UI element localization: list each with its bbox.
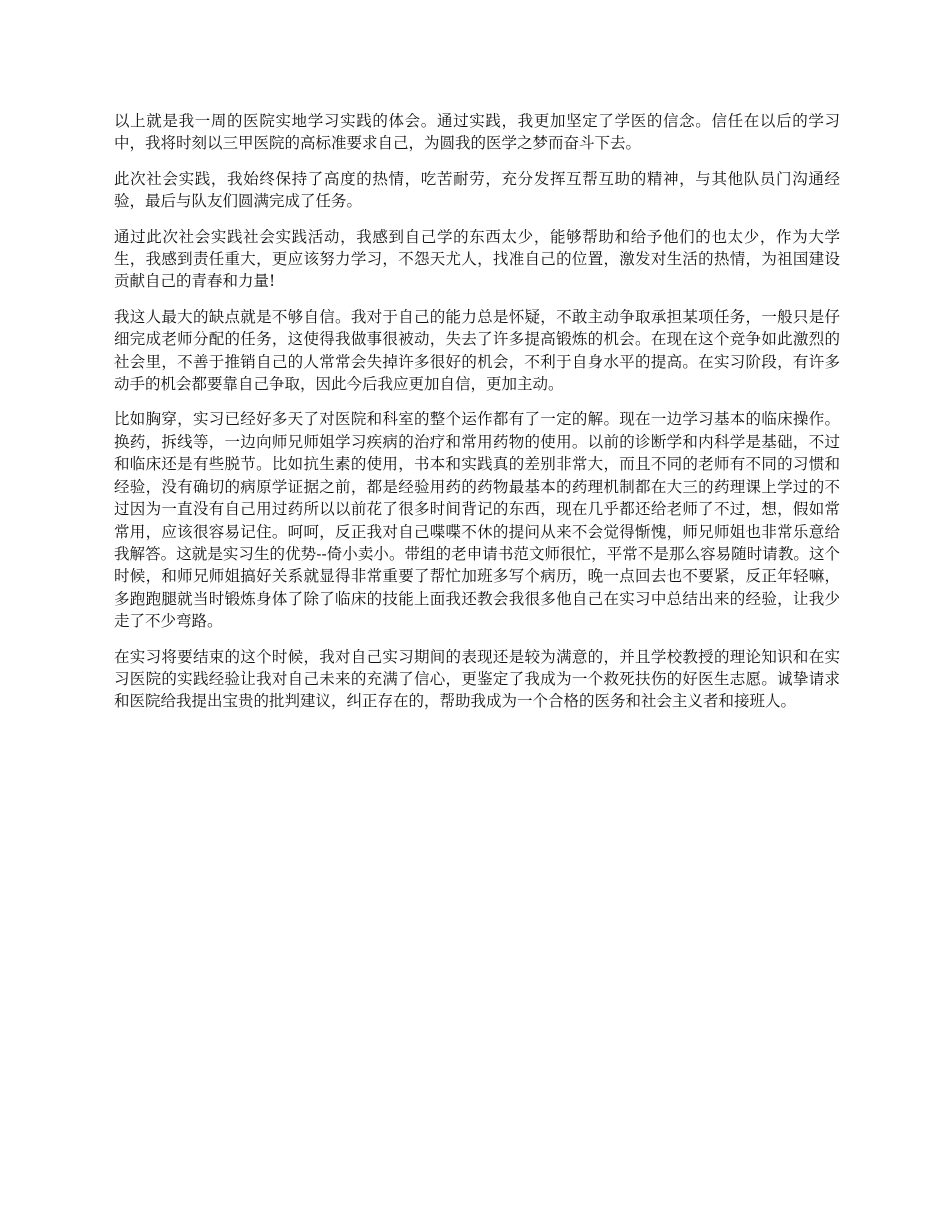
document-page bbox=[114, 110, 840, 726]
paragraph-4: 我这人最大的缺点就是不够自信。我对于自己的能力总是怀疑，不敢主动争取承担某项任务，一般只是仔细完成老师分配的任务，这使得我做事很被动，失去了许多提高锻炼的机会。在现在这个竞争如此激烈的社会里，不善于推销自己的人常常会失掉许多很好的机会，不利于自身水平的提高。在实习阶段，有许多动手的机会都要靠自己争取，因此今后我应更加自信，更加主动。 bbox=[114, 307, 840, 394]
paragraph-6: 在实习将要结束的这个时候，我对自己实习期间的表现还是较为满意的，并且学校教授的理论知识和在实习医院的实践经验让我对自己未来的充满了信心，更鉴定了我成为一个救死扶伤的好医生志愿。诚挚请求和医院给我提出宝贵的批判建议，纠正存在的，帮助我成为一个合格的医务和社会主义者和接班人。 bbox=[114, 647, 840, 711]
paragraph-3: 通过此次社会实践社会实践活动，我感到自己学的东西太少，能够帮助和给予他们的也太少，作为大学生，我感到责任重大，更应该努力学习，不怨天尤人，找准自己的位置，激发对生活的热情，为祖国建设贡献自己的青春和力量! bbox=[114, 227, 840, 291]
paragraph-5: 比如胸穿，实习已经好多天了对医院和科室的整个运作都有了一定的解。现在一边学习基本的临床操作。换药，拆线等，一边向师兄师姐学习疾病的治疗和常用药物的使用。以前的诊断学和内科学是基础，不过和临床还是有些脱节。比如抗生素的使用，书本和实践真的差别非常大，而且不同的老师有不同的习惯和经验，没有确切的病原学证据之前，都是经验用药的药物最基本的药理机制都在大三的药理课上学过的不过因为一直没有自己用过药所以以前花了很多时间背记的东西，现在几乎都还给老师了不过，想，假如常常用，应该很容易记住。呵呵，反正我对自己喋喋不休的提问从来不会觉得惭愧，师兄师姐也非常乐意给我解答。这就是实习生的优势--倚小卖小。带组的老申请书范文师很忙，平常不是那么容易随时请教。这个时候，和师兄师姐搞好关系就显得非常重要了帮忙加班多写个病历，晚一点回去也不要紧，反正年轻嘛，多跑跑腿就当时锻炼身体了除了临床的技能上面我还教会我很多他自己在实习中总结出来的经验，让我少走了不少弯路。 bbox=[114, 410, 840, 631]
paragraph-1: 以上就是我一周的医院实地学习实践的体会。通过实践，我更加坚定了学医的信念。信任在以后的学习中，我将时刻以三甲医院的高标准要求自己，为圆我的医学之梦而奋斗下去。 bbox=[114, 112, 840, 153]
paragraph-2: 此次社会实践，我始终保持了高度的热情，吃苦耐劳，充分发挥互帮互助的精神，与其他队员门沟通经验，最后与队友们圆满完成了任务。 bbox=[114, 169, 840, 211]
